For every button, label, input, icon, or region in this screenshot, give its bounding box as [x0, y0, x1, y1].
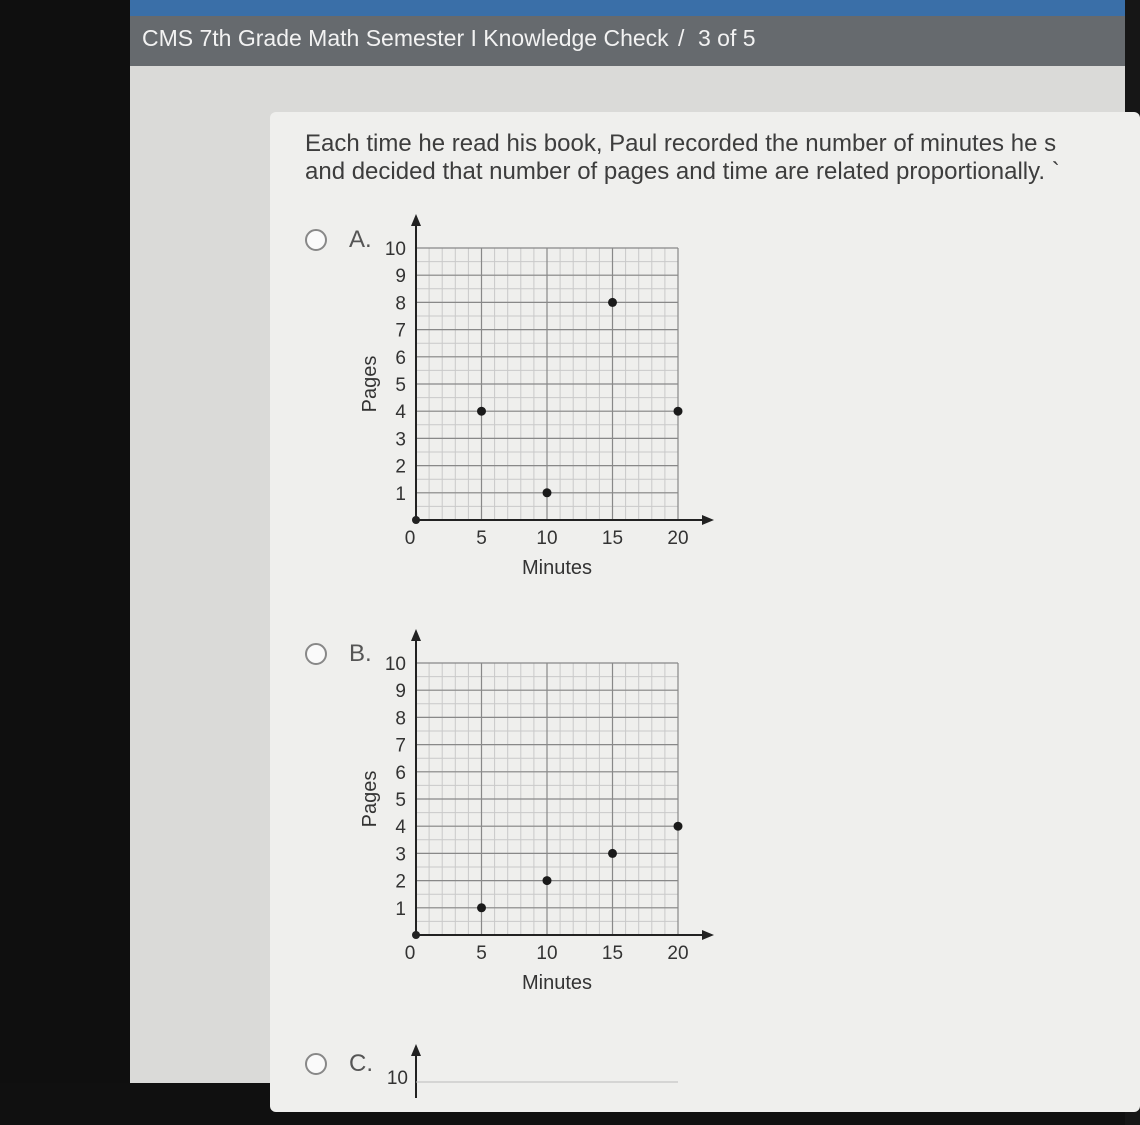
origin-dot — [412, 931, 420, 939]
y-tick-label: 9 — [395, 266, 406, 288]
option-c-label: C. — [349, 1050, 373, 1077]
data-point — [543, 876, 552, 885]
origin-dot — [412, 516, 420, 524]
option-b-label: B. — [349, 640, 372, 667]
x-axis-arrow — [702, 930, 714, 940]
browser-top-strip — [130, 0, 1125, 16]
x-tick-label: 15 — [601, 528, 624, 549]
y-tick-label: 2 — [395, 871, 406, 893]
x-tick-label: 0 — [404, 943, 416, 964]
data-point — [608, 298, 617, 307]
y-tick-label: 4 — [395, 817, 406, 839]
option-c-graph — [380, 1040, 780, 1100]
y-tick-label: 6 — [395, 762, 406, 784]
x-axis-arrow — [702, 515, 714, 525]
x-axis-title: Minutes — [521, 972, 593, 994]
x-tick-label: 0 — [404, 528, 416, 549]
option-c-chart — [380, 1040, 780, 1100]
data-point — [543, 488, 552, 497]
question-text — [305, 130, 1125, 186]
y-axis-title: Pages — [359, 355, 381, 413]
option-a[interactable] — [305, 226, 372, 254]
y-axis-arrow — [411, 214, 421, 226]
y-tick-label: 3 — [395, 429, 406, 451]
data-point — [477, 903, 486, 912]
monitor-bezel-left — [0, 0, 130, 1125]
y-tick-label: 5 — [395, 790, 406, 811]
question-line-1: Each time he read his book, Paul recorded the number of minutes he s — [305, 130, 1057, 157]
y-tick-label: 3 — [395, 844, 406, 866]
x-tick-label: 10 — [536, 943, 558, 964]
option-a-radio[interactable] — [305, 229, 327, 251]
data-point — [674, 822, 683, 831]
y-axis-arrow — [411, 1044, 421, 1056]
x-tick-label: 15 — [601, 943, 624, 964]
y-tick-label: 10 — [384, 654, 406, 675]
option-c[interactable] — [305, 1050, 373, 1078]
y-tick-label: 10 — [386, 1068, 408, 1089]
option-a-graph — [359, 210, 780, 590]
y-axis-title: Pages — [359, 770, 381, 828]
y-tick-label: 5 — [395, 375, 406, 396]
y-tick-label: 8 — [395, 293, 406, 315]
y-tick-label: 10 — [384, 239, 406, 260]
y-tick-label: 7 — [395, 735, 406, 757]
option-a-chart — [359, 210, 780, 590]
y-tick-label: 4 — [395, 402, 406, 424]
data-point — [608, 849, 617, 858]
option-b-chart — [359, 625, 780, 1005]
x-axis-title: Minutes — [521, 557, 593, 579]
y-tick-label: 1 — [395, 898, 406, 920]
y-tick-label: 8 — [395, 708, 406, 730]
y-tick-label: 6 — [395, 347, 406, 369]
header-separator: / — [678, 25, 685, 51]
question-progress: 3 of 5 — [698, 25, 756, 51]
y-tick-label: 9 — [395, 681, 406, 703]
y-tick-label: 7 — [395, 320, 406, 342]
question-line-2: and decided that number of pages and time are related proportionally. ` — [305, 158, 1060, 185]
x-tick-label: 5 — [476, 528, 487, 549]
screen — [130, 0, 1125, 1089]
data-point — [674, 407, 683, 416]
assessment-header — [130, 16, 1125, 66]
y-tick-label: 2 — [395, 456, 406, 478]
x-tick-label: 10 — [536, 528, 558, 549]
y-tick-label: 1 — [395, 483, 406, 505]
x-tick-label: 20 — [667, 528, 689, 549]
x-tick-label: 5 — [476, 943, 487, 964]
y-axis-arrow — [411, 629, 421, 641]
option-c-radio[interactable] — [305, 1053, 327, 1075]
option-a-label: A. — [349, 226, 372, 253]
option-b-graph — [359, 625, 780, 1005]
option-b[interactable] — [305, 640, 372, 668]
data-point — [477, 407, 486, 416]
option-b-radio[interactable] — [305, 643, 327, 665]
x-tick-label: 20 — [667, 943, 689, 964]
assessment-title: CMS 7th Grade Math Semester I Knowledge Check — [142, 25, 669, 51]
